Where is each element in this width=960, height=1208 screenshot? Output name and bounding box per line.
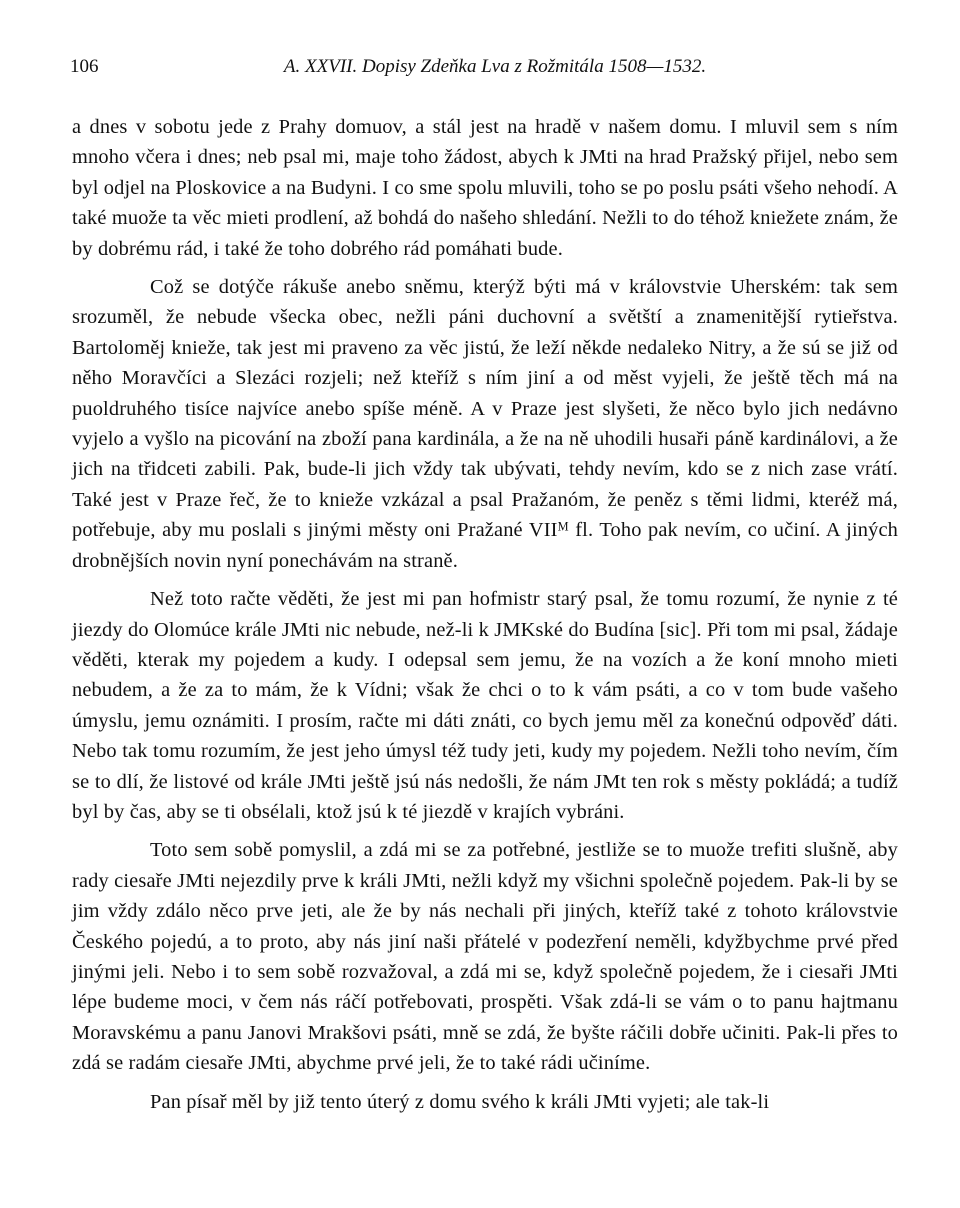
page-number: 106: [70, 56, 99, 77]
paragraph-continued: a dnes v sobotu jede z Prahy domuov, a stál jest na hradě v našem domu. I mluvil sem s ním mnoho včera i dnes; neb psal mi, maje toho žádost, abych k JMti na hrad Pražský přijel, nebo sem byl odjel na Ploskovice a na Budyni. I co sme spolu mluvili, toho se po poslu psáti všeho nehodí. A také muože ta věc mieti prodlení, až bohdá do našeho shledání. Nežli to do téhož kniežete znám, že by dobrému rád, i také že toho dobrého rád pomáhati bude.: [72, 116, 898, 260]
document-page: [72, 56, 898, 1117]
running-header: [72, 56, 898, 86]
body-text: [72, 112, 898, 1117]
running-title: A. XXVII. Dopisy Zdeňka Lva z Rožmitála 1508—1532.: [283, 56, 707, 77]
paragraph: Než toto račte věděti, že jest mi pan hofmistr starý psal, že tomu rozumí, že nynie z té jiezdy do Olomúce krále JMti nic nebude, než-li k JMKské do Budína [sic]. Při tom mi psal, žádaje věděti, kterak my pojedem a kudy. I odepsal sem jemu, že na vozích a že koní mnoho mieti nebudem, a že za to mám, že k Vídni; však že chci o to k vám psáti, a co v tom bude vašeho úmyslu, jemu oznámiti. I prosím, račte mi dáti znáti, co bych jemu měl za konečnú odpověď dáti. Nebo tak tomu rozumím, že jest jeho úmysl též tudy jeti, kudy my pojedem. Nežli toho nevím, čím se to dlí, že listové od krále JMti ještě jsú nás nedošli, že nám JMt ten rok s městy pokládá; a tudíž byl by čas, aby se ti obsélali, ktož jsú k té jiezdě v krajích vybráni.: [72, 588, 898, 823]
paragraph: Což se dotýče rákuše anebo sněmu, kterýž býti má v královstvie Uherském: tak sem srozuměl, že nebude všecka obec, nežli páni duchovní a světští a znamenitější rytieřstva. Bartoloměj knieže, tak jest mi praveno za věc jistú, že leží někde nedaleko Nitry, a že sú se již od něho Moravčíci a Slezáci rozjeli; než kteříž s ním jiní a od měst vyjeli, že ještě těch má na puoldruhého tisíce najvíce anebo spíše méně. A v Praze jest slyšeti, že něco bylo jich nedávno vyjelo a vyšlo na picování na zboží pana kardinála, a že na ně uhodili husaři páně kardinálovi, a že jich na třidceti zabili. Pak, bude-li jich vždy tak ubývati, tehdy nevím, kdo se z nich zase vrátí. Také jest v Praze řeč, že to knieže vzkázal a psal Pražanóm, že peněz s těmi lidmi, kteréž má, potřebuje, aby mu poslali s jinými městy oni Pražané VIIᴹ fl. Toho pak nevím, co učiní. A jiných drobnějších novin nyní ponechávám na straně.: [72, 276, 898, 572]
paragraph: Toto sem sobě pomyslil, a zdá mi se za potřebné, jestliže se to muože trefiti slušně, aby rady ciesaře JMti nejezdily prve k králi JMti, nežli když my všichni společně pojedem. Pak-li by se jim vždy zdálo něco prve jeti, ale že by nás nechali při jiných, kteříž také z tohoto královstvie Českého pojedú, a to proto, aby nás jiní naši přátelé v podezření neměli, kdyžbychme prvé před jinými jeli. Nebo i to sem sobě rozvažoval, a zdá mi se, když společně pojedem, že i ciesaři JMti lépe budeme moci, v čem nás ráčí potřebovati, prospěti. Však zdá-li se vám o to panu hajtmanu Moravskému a panu Janovi Mrakšovi psáti, mně se zdá, že byšte ráčili dobře učiniti. Pak-li přes to zdá se radám ciesaře JMti, abychme prvé jeli, že to také rádi učiníme.: [72, 839, 898, 1075]
paragraph: Pan písař měl by již tento úterý z domu svého k králi JMti vyjeti; ale tak-li: [150, 1090, 770, 1113]
